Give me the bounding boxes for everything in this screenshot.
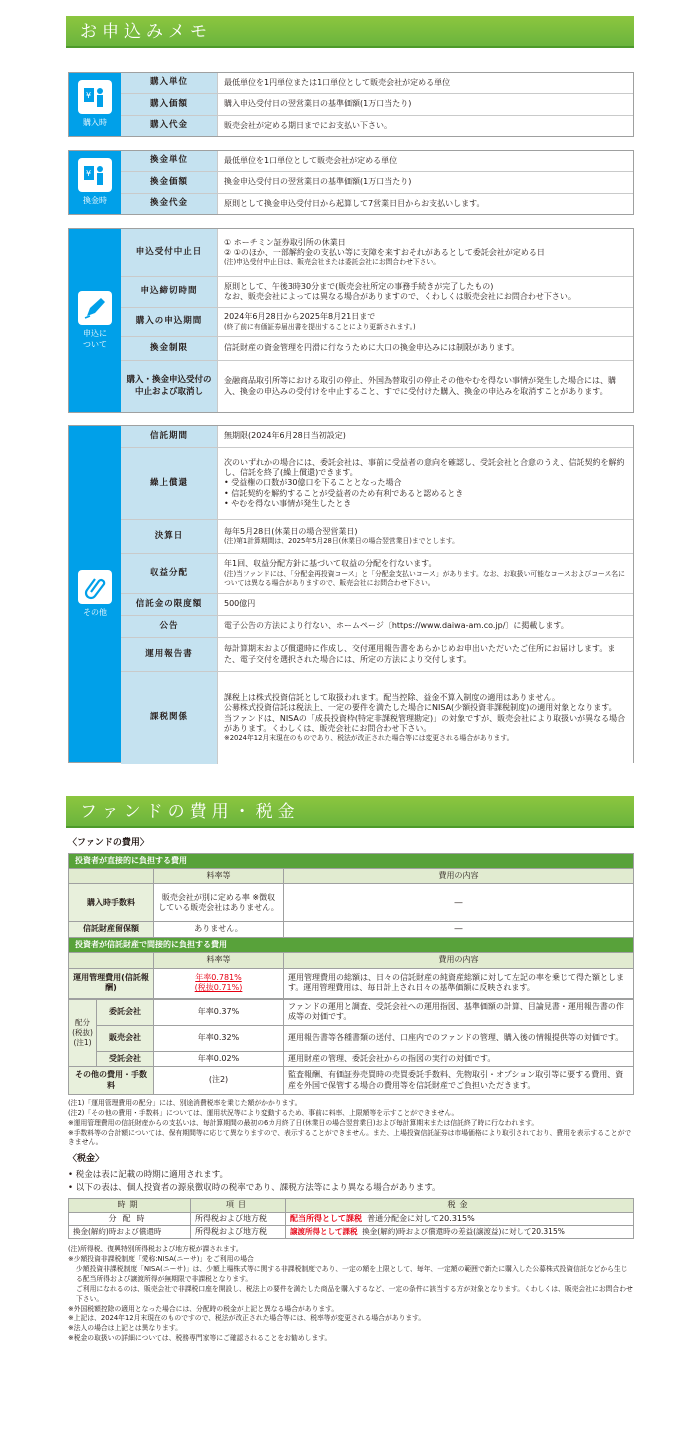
fees-subtitle: 〈ファンドの費用〉 [68, 838, 149, 848]
tax-bullet: • 税金は表に記載の時期に適用されます。 [68, 1169, 229, 1180]
mgmt-rate: 年率0.781% [195, 972, 242, 982]
redemption-row-value: 換金申込受付日の翌営業日の基準価額(1万口当たり) [218, 172, 633, 193]
redemption-row-label: 換金価額 [121, 172, 218, 193]
app-cancel-value: 金融商品取引所等における取引の停止、外国為替取引の停止その他やむを得ない事情が発生した場合には、購入、換金の申込みの受付けを中止すること、すでに受付けた購入、換金の申込みを取消すことがあります。 [218, 361, 633, 412]
app-period-line: 2024年6月28日から2025年8月21日まで [224, 312, 376, 322]
tax-notes [68, 1245, 634, 1343]
alloc-sales-rate: 年率0.32% [154, 1025, 284, 1051]
purchase-side-label: 購入時 [83, 118, 107, 128]
memo-section-title: お申込みメモ [66, 16, 634, 48]
tax-r1-item: 所得税および地方税 [191, 1212, 286, 1225]
fee-note: ※手数料等の合計額については、保有期間等に応じて異なりますので、表示することができません。また、上場投資信託証券は市場価格により取引されており、費用を表示することができません。 [68, 1128, 632, 1147]
app-period-label: 購入の申込期間 [121, 308, 218, 336]
mgmt-label: 運用管理費用(信託報酬) [69, 968, 154, 998]
app-limit-label: 換金制限 [121, 337, 218, 360]
alloc-sales-content: 運用報告書等各種書類の送付、口座内でのファンドの管理、購入後の情報提供等の対価です。 [284, 1025, 634, 1051]
fees-section-title: ファンドの費用・税金 [66, 796, 634, 828]
other-tax-note: ※2024年12月末現在のものであり、税法が改正された場合等には変更される場合があります。 [224, 734, 514, 743]
col-content: 費用の内容 [284, 953, 634, 968]
other-fee-content: 監査報酬、有価証券売買時の売買委託手数料、先物取引・オプション取引等に要する費用、資産を外国で保管する場合の費用等を信託財産でご負担いただきます。 [284, 1067, 634, 1095]
alloc-trustee-rate: 年率0.02% [154, 1051, 284, 1066]
alloc-table [68, 999, 634, 1095]
retention-content: ― [284, 922, 634, 937]
tax-note: (注)所得税、復興特別所得税および地方税が課されます。 [68, 1245, 243, 1254]
redemption-row-label: 換金代金 [121, 194, 218, 214]
fee-note: (注1)「運用管理費用の配分」には、別途消費税率を乗じた額がかかります。 [68, 1099, 302, 1108]
alloc-trustee-content: 運用財産の管理、委託会社からの指図の実行の対価です。 [284, 1051, 634, 1066]
col-content: 費用の内容 [284, 869, 634, 884]
alloc-label: 配分(税抜)(注1) [69, 999, 97, 1066]
other-tax-line: 課税上は株式投資信託として取扱われます。配当控除、益金不算入制度の適用はありません。 [224, 692, 560, 702]
alloc-sales-label: 販売会社 [97, 1025, 154, 1051]
app-period-note: (終了前に有価証券届出書を提出することにより更新されます。) [224, 322, 416, 331]
other-tax-label: 課税関係 [121, 672, 218, 764]
purchase-row-label: 購入単位 [121, 73, 218, 93]
tax-table [68, 1198, 634, 1239]
other-tax-line: 当ファンドは、NISAの「成長投資枠(特定非課税管理勘定)」の対象ですが、販売会社により取扱いが異なる場合があります。くわしくは、販売会社にお問合わせ下さい。 [224, 713, 626, 733]
tax-r2-item: 所得税および地方税 [191, 1226, 286, 1239]
other-settle-note: (注)第1計算期間は、2025年5月28日(休業日の場合翌営業日)までとします。 [224, 537, 459, 546]
other-side [69, 426, 121, 762]
redemption-row-value: 原則として換金申込受付日から起算して7営業日目からお支払いします。 [218, 194, 633, 214]
application-side-label: 申込について [83, 329, 107, 349]
purchase-box [68, 72, 634, 137]
tax-bullet: • 以下の表は、個人投資者の源泉徴収時の税率であり、課税方法等により異なる場合があります。 [68, 1183, 441, 1194]
tax-r1-rate: 普通分配金に対して20.315% [367, 1213, 475, 1223]
tax-subtitle: 〈税金〉 [68, 1154, 105, 1165]
tax-note: 少額投資非課税制度「NISA(ニーサ)」は、少額上場株式等に関する非課税制度であり、一定の額を上限として、毎年、一定額の範囲で新たに購入した公募株式投資信託などから生じる配当所得および譲渡所得が無期限で非課税となります。 [76, 1265, 628, 1283]
purchase-row-label: 購入代金 [121, 116, 218, 136]
purchase-icon [78, 80, 112, 114]
other-report-value: 毎計算期末および償還時に作成し、交付運用報告書をあらかじめお申出いただいたご住所にお届けします。また、電子交付を選択された場合には、所定の方法により交付します。 [218, 638, 633, 671]
other-term-value: 無期限(2024年6月28日当初設定) [218, 426, 633, 447]
alloc-trust-rate: 年率0.37% [154, 999, 284, 1025]
tax-note: ※法人の場合は上記とは異なります。 [68, 1324, 182, 1333]
purchase-side [69, 73, 121, 136]
redemption-row-label: 換金単位 [121, 151, 218, 171]
tax-note: ※上記は、2024年12月末現在のものですので、税法が改正された場合等には、税率等が変更される場合があります。 [68, 1314, 426, 1323]
tax-r1-type: 配当所得として課税 [290, 1213, 362, 1223]
app-stop-note: (注)申込受付中止日は、販売会社または委託会社にお問合わせ下さい。 [224, 258, 441, 267]
other-report-label: 運用報告書 [121, 638, 218, 671]
mgmt-rate-ex: (税抜0.71%) [194, 983, 243, 993]
alloc-trustee-label: 受託会社 [97, 1051, 154, 1066]
redemption-side [69, 151, 121, 214]
alloc-trust-content: ファンドの運用と調査、受託会社への運用指図、基準価額の計算、目論見書・運用報告書の作成等の対価です。 [284, 999, 634, 1025]
other-box [68, 425, 634, 763]
fee-note: (注2)「その他の費用・手数料」については、運用状況等により変動するため、事前に料率、上限額等を示すことができません。 [68, 1108, 459, 1117]
other-cap-label: 信託金の限度額 [121, 594, 218, 615]
other-fee-label: その他の費用・手数料 [69, 1067, 154, 1095]
app-limit-value: 信託財産の資金管理を円滑に行なうために大口の換金申込みには制限があります。 [218, 337, 633, 360]
application-side [69, 229, 121, 412]
tax-r2-rate: 換金(解約)時および償還時の差益(譲渡益)に対して20.315% [362, 1227, 565, 1237]
tax-note: ※外国税額控除の適用となった場合には、分配時の税金が上記と異なる場合があります。 [68, 1304, 339, 1313]
other-tax-line: 公募株式投資信託は税法上、一定の要件を満たした場合にNISA(少額投資非課税制度)の適用対象となります。 [224, 703, 617, 713]
app-deadline-line: 原則として、午後3時30分まで(販売会社所定の事務手続きが完了したもの) [224, 281, 494, 291]
purchase-row-label: 購入価額 [121, 94, 218, 115]
retention-rate: ありません。 [154, 922, 284, 937]
purchase-row-value: 最低単位を1円単位または1口単位として販売会社が定める単位 [218, 73, 633, 93]
col-rate: 料率等 [154, 869, 284, 884]
app-stop-label: 申込受付中止日 [121, 229, 218, 276]
clip-icon [78, 570, 112, 604]
tax-note: ※少額投資非課税制度「愛称:NISA(ニーサ)」をご利用の場合 [68, 1255, 254, 1264]
svg-text:¥: ¥ [86, 169, 92, 179]
other-notice-label: 公告 [121, 616, 218, 637]
other-early-label: 繰上償還 [121, 448, 218, 519]
fee-table [68, 853, 634, 999]
tax-note: ※税金の取扱いの詳細については、税務専門家等にご確認されることをお勧めします。 [68, 1334, 332, 1343]
redemption-box [68, 150, 634, 215]
app-deadline-line: なお、販売会社によっては異なる場合がありますので、くわしくは販売会社にお問合わせ下さい。 [224, 292, 576, 301]
other-early-line: 次のいずれかの場合には、委託会社は、事前に受益者の意向を確認し、受託会社と合意のうえ、信託契約を解約し、信託を終了(繰上償還)できます。 [224, 457, 625, 477]
other-early-line: • 信託契約を解約することが受益者のため有利であると認めるとき [224, 488, 464, 498]
other-settle-label: 決算日 [121, 520, 218, 553]
other-dist-note: (注)当ファンドには、「分配金再投資コース」と「分配金支払いコース」があります。なお、お取扱い可能なコースおよびコース名については異なる場合がありますので、販売会社にお問合わせ下さい。 [224, 569, 625, 587]
fee-notes [68, 1099, 634, 1148]
direct-band: 投資者が直接的に負担する費用 [69, 853, 634, 868]
tax-h-period: 時期 [69, 1199, 191, 1212]
application-box [68, 228, 634, 413]
other-settle-line: 毎年5月28日(休業日の場合翌営業日) [224, 526, 358, 536]
buy-fee-rate: 販売会社が別に定める率 ※徴収している販売会社はありません。 [154, 884, 284, 922]
svg-text:¥: ¥ [86, 91, 92, 101]
other-term-label: 信託期間 [121, 426, 218, 447]
page [0, 16, 700, 1441]
tax-h-item: 項目 [191, 1199, 286, 1212]
purchase-row-value: 販売会社が定める期日までにお支払い下さい。 [218, 116, 633, 136]
other-early-line: • やむを得ない事情が発生したとき [224, 499, 352, 509]
app-stop-line: ② ①のほか、一部解約金の支払い等に支障を来すおそれがあるとして委託会社が定める日 [224, 248, 545, 258]
other-fee-rate: (注2) [154, 1067, 284, 1095]
other-early-line: • 受益権の口数が30億口を下ることとなった場合 [224, 478, 402, 488]
alloc-trust-label: 委託会社 [97, 999, 154, 1025]
tax-note: ご利用になれるのは、販売会社で非課税口座を開設し、税法上の要件を満たした商品を購入するなど、一定の条件に該当する方が対象となります。くわしくは、販売会社にお問合わせ下さい。 [76, 1284, 633, 1303]
retention-label: 信託財産留保額 [69, 922, 154, 937]
app-deadline-label: 申込締切時間 [121, 277, 218, 307]
pen-icon [78, 291, 112, 325]
buy-fee-content: ― [284, 884, 634, 922]
tax-h-tax: 税金 [286, 1199, 634, 1212]
fee-note: ※運用管理費用の信託財産からの支払いは、毎計算期間の最初の6カ月終了日(休業日の場合翌営業日)および毎計算期末または信託終了時に行なわれます。 [68, 1118, 539, 1127]
buy-fee-label: 購入時手数料 [69, 884, 154, 922]
other-dist-label: 収益分配 [121, 554, 218, 593]
other-notice-value: 電子公告の方法により行ない、ホームページ〔https://www.daiwa-am.co.jp/〕に掲載します。 [218, 616, 633, 637]
redemption-row-value: 最低単位を1口単位として販売会社が定める単位 [218, 151, 633, 171]
redemption-icon [78, 158, 112, 192]
purchase-row-value: 購入申込受付日の翌営業日の基準価額(1万口当たり) [218, 94, 633, 115]
app-cancel-label: 購入・換金申込受付の中止および取消し [121, 361, 218, 412]
tax-r1-period: 分配時 [69, 1212, 191, 1225]
app-stop-line: ① ホーチミン証券取引所の休業日 [224, 237, 346, 247]
tax-r2-period: 換金(解約)時および償還時 [69, 1226, 191, 1239]
other-cap-value: 500億円 [218, 594, 633, 615]
other-side-label: その他 [83, 607, 107, 617]
mgmt-content: 運用管理費用の総額は、日々の信託財産の純資産総額に対して左記の率を乗じて得た額とします。運用管理費用は、毎日計上され日々の基準価額に反映されます。 [284, 968, 634, 998]
redemption-side-label: 換金時 [83, 196, 107, 206]
tax-r2-type: 譲渡所得として課税 [290, 1227, 358, 1237]
other-dist-line: 年1回、収益分配方針に基づいて収益の分配を行ないます。 [224, 559, 437, 569]
indirect-band: 投資者が信託財産で間接的に負担する費用 [69, 937, 634, 952]
col-rate: 料率等 [154, 953, 284, 968]
